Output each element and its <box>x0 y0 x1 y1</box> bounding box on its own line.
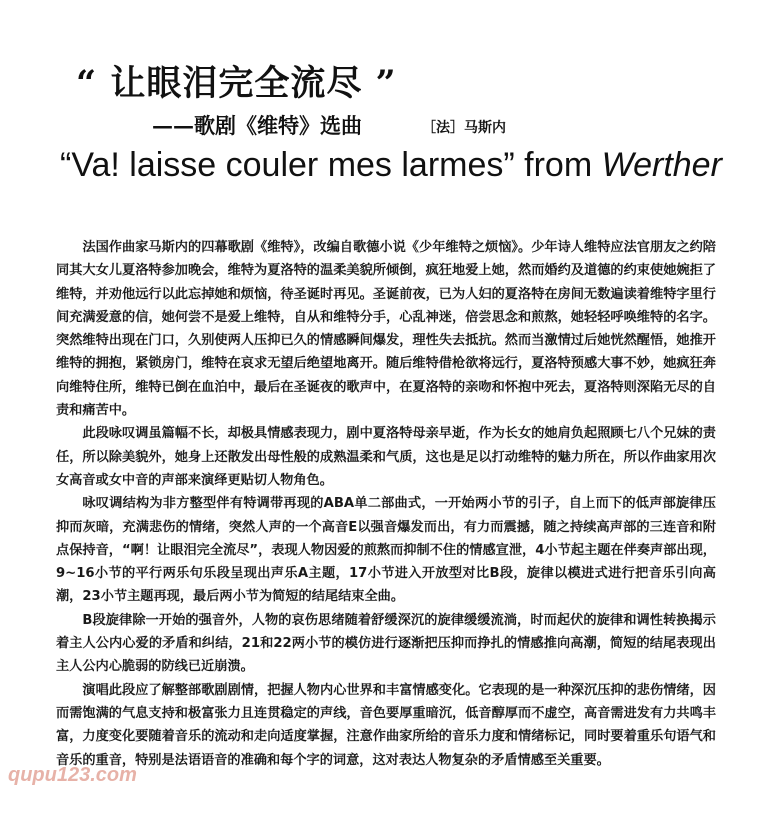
page-subtitle: ——歌剧《维特》选曲 <box>152 113 362 138</box>
article-body <box>56 236 716 772</box>
english-title <box>60 146 722 185</box>
page-title: “ 让眼泪完全流尽 ” <box>76 63 397 104</box>
paragraph-synopsis: 法国作曲家马斯内的四幕歌剧《维特》，改编自歌德小说《少年维特之烦恼》。少年诗人维特应法官朋友之约陪同其大女儿夏洛特参加晚会，维特为夏洛特的温柔美貌所倾倒，疯狂地爱上她，然而婚约及道德的约束使她婉拒了维特，并劝他远行以此忘掉她和烦恼，待圣诞时再见。圣诞前夜，已为人妇的夏洛特在房间无数遍读着维特字里行间充满爱意的信，她何尝不是爱上维特，自从和维特分手，心乱神迷，倍尝思念和煎熬，她轻轻呼唤维特的名字。突然维特出现在门口，久别使两人压抑已久的情感瞬间爆发，理性失去抵抗。然而当激情过后她恍然醒悟，她推开维特的拥抱，紧锁房门，维特在哀求无望后绝望地离开。随后维特借枪欲将远行，夏洛特预感大事不妙，她疯狂奔向维特住所，维特已倒在血泊中，最后在圣诞夜的歌声中，在夏洛特的亲吻和怀抱中死去，夏洛特则深陷无尽的自责和痛苦中。 <box>56 240 716 419</box>
composer-credit: ［法］马斯内 <box>422 120 506 136</box>
english-title-opera: Werther <box>601 146 722 184</box>
paragraph-character: 此段咏叹调虽篇幅不长，却极具情感表现力，剧中夏洛特母亲早逝，作为长女的她肩负起照顾七八个兄妹的责任，所以除美貌外，她身上还散发出母性般的成熟温柔和气质，这也是足以打动维特的魅力所在，所以作曲家用次女高音或女中音的声部来演绎更贴切人物角色。 <box>56 426 716 488</box>
paragraph-section-b: B段旋律除一开始的强音外，人物的哀伤思绪随着舒缓深沉的旋律缓缓流淌，时而起伏的旋律和调性转换揭示着主人公内心爱的矛盾和纠结，21和22两小节的模仿进行逐渐把压抑而挣扎的情感推向高潮，简短的结尾表现出主人公内心脆弱的防线已近崩溃。 <box>56 612 716 675</box>
english-title-main: “Va! laisse couler mes larmes” from <box>60 146 602 184</box>
paragraph-structure: 咏叹调结构为非方整型伴有特调带再现的ABA单二部曲式，一开始两小节的引子，自上而下的低声部旋律压抑而灰暗，充满悲伤的情绪，突然人声的一个高音E以强音爆发而出，有力而震撼，随之持续高声部的三连音和附点保持音，“啊！让眼泪完全流尽”，表现人物因爱的煎熬而抑制不住的情感宣泄，4小节起主题在伴奏声部出现，9~16小节的平行两乐句乐段呈现出声乐A主题，17小节进入开放型对比B段，旋律以模进式进行把音乐引向高潮，23小节主题再现，最后两小节为简短的结尾结束全曲。 <box>56 496 716 605</box>
paragraph-performance: 演唱此段应了解整部歌剧剧情，把握人物内心世界和丰富情感变化。它表现的是一种深沉压抑的悲伤情绪，因而需饱满的气息支持和极富张力且连贯稳定的声线，音色要厚重暗沉，低音醇厚而不虚空，高音需进发有力共鸣丰富，力度变化要随着音乐的流动和走向适度掌握，注意作曲家所给的音乐力度和情绪标记，同时要着重乐句语气和音乐的重音，特别是法语语音的准确和每个字的词意，这对表达人物复杂的矛盾情感至关重要。 <box>56 682 716 768</box>
site-watermark: qupu123.com <box>8 764 137 786</box>
